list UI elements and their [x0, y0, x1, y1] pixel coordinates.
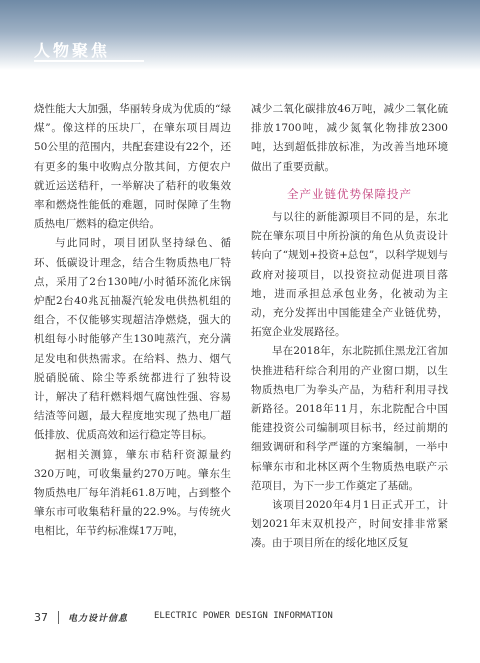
- magazine-name-en: ELECTRIC POWER DESIGN INFORMATION: [154, 611, 333, 621]
- section-tag-underline: [34, 60, 144, 62]
- paragraph: 该项目2020年4月1日正式开工，计划2021年末双机投产，时间安排非常紧凑。由于项目所在的绥化地区反复: [251, 499, 448, 550]
- paragraph: 与以往的新能源项目不同的是，东北院在肇东项目中所扮演的角色从负责设计转向了“规划+投资+总包”，以科学规划与政府对接项目，以投资拉动促进项目落地，进而承担总承包业务，化被动为主动，充分发挥出中国能建全产业链优势，拓宽企业发展路径。: [251, 211, 448, 339]
- magazine-name-cn: 电力设计信息: [68, 614, 129, 624]
- right-column: [251, 100, 448, 554]
- footer-divider: [58, 611, 59, 624]
- paragraph: 早在2018年，东北院抓住黑龙江省加快推进秸秆综合利用的产业窗口期，以生物质热电厂为拳头产品，为秸秆利用寻找新路径。2018年11月，东北院配合中国能建投资公司编制项目标书，经过前期的细致调研和科学严谨的方案编制，一举中标肇东市和北林区两个生物质热电联产示范项目，为下一步工作奠定了基础。: [251, 345, 448, 492]
- page-number: 37: [34, 611, 48, 624]
- section-tag: 人物聚焦: [34, 41, 111, 60]
- paragraph: 减少二氧化碳排放46万吨，减少二氧化硫排放1700吨，减少氮氧化物排放2300吨，达到超低排放标准，为改善当地环境做出了重要贡献。: [251, 103, 448, 173]
- left-column: [34, 100, 231, 542]
- paragraph: 据相关测算，肇东市秸秆资源量约320万吨，可收集量约270万吨。肇东生物质热电厂每年消耗61.8万吨，占到整个肇东市可收集秸秆量的22.9%。与传统火电相比，年节约标准煤17万吨，: [34, 448, 231, 538]
- paragraph: 与此同时，项目团队坚持绿色、循环、低碳设计理念，结合生物质热电厂特点，采用了2台130吨/小时循环流化床锅炉配2台40兆瓦抽凝汽轮发电供热机组的组合，不仅能够实现超洁净燃烧，强大的机组每小时能够产生130吨蒸汽，充分满足发电和供热需求。在给料、热力、烟气脱硝脱硫、除尘等系统都进行了独特设计，解决了秸秆燃料烟气腐蚀性强、容易结渣等问题，最大程度地实现了热电厂超低排放、优质高效和运行稳定等目标。: [34, 237, 231, 442]
- page-footer: [34, 611, 454, 627]
- paragraph: 烧性能大大加强，华丽转身成为优质的“绿煤”。像这样的压块厂，在肇东项目周边50公里的范围内，共配套建设有22个，还有更多的集中收购点分散其间，方便农户就近运送秸秆，一举解决了秸秆的收集效率和燃烧性能低的难题，同时保障了生物质热电厂燃料的稳定供给。: [34, 103, 231, 231]
- section-subheading: 全产业链优势保障投产: [287, 186, 412, 201]
